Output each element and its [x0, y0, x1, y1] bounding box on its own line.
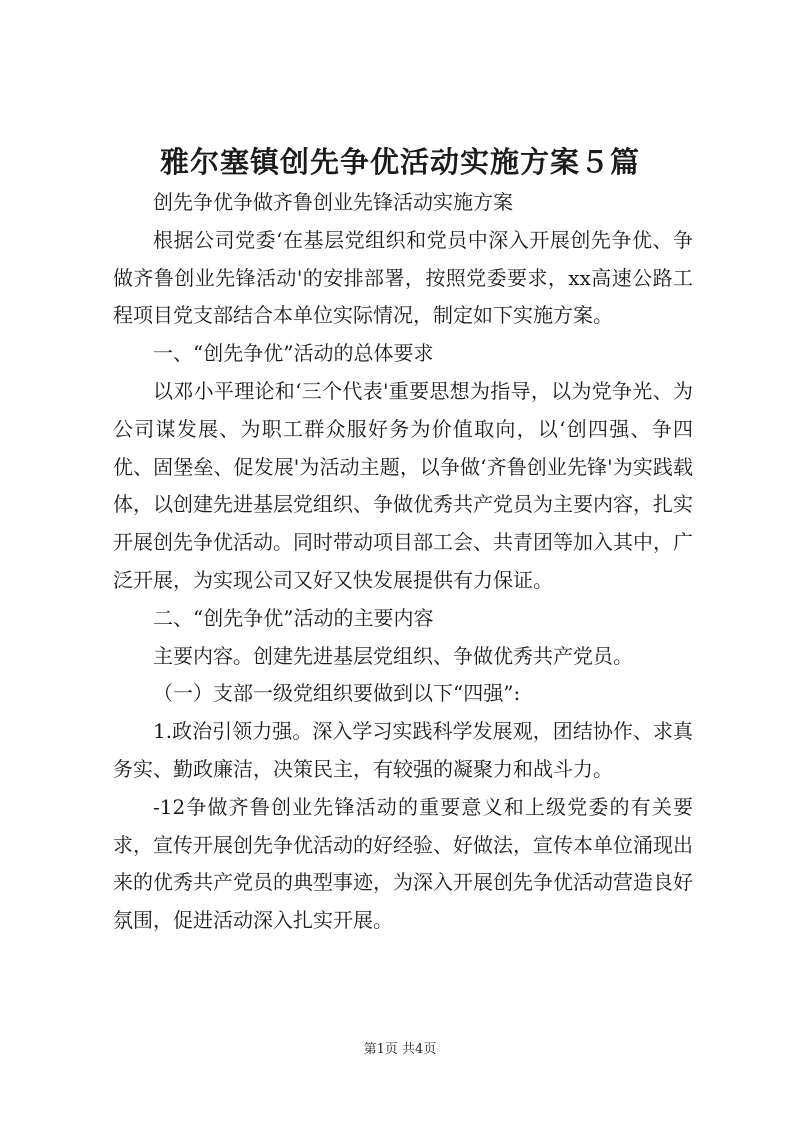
subsection-heading-1: （一）支部一级党组织要做到以下“四强”: — [153, 681, 521, 706]
page-number-footer: 第1页 共4页 — [363, 1042, 437, 1057]
paragraph-intro: 根据公司党委‘在基层党组织和党员中深入开展创先争优、争做齐鲁创业先锋活动'的安排部署，按照党委要求，xx高速公路工程项目党支部结合本单位实际情况，制定如下实施方案。 — [113, 227, 693, 328]
section-heading-1: 一、“创先争优”活动的总体要求 — [153, 341, 434, 366]
section-heading-2: 二、“创先争优”活动的主要内容 — [153, 605, 434, 630]
document-title: 雅尔塞镇创先争优活动实施方案５篇 — [159, 145, 640, 179]
paragraph-requirements: 以邓小平理论和‘三个代表'重要思想为指导，以为党争光、为公司谋发展、为职工群众服好务为价值取向，以‘创四强、争四优、固堡垒、促发展'为活动主题，以争做‘齐鲁创业先锋'为实践载体，以创建先进基层党组织、争做优秀共产党员为主要内容，扎实开展创先争优活动。同时带动项目部工会、共青团等加入其中，广泛开展，为实现公司又好又快发展提供有力保证。 — [113, 378, 693, 592]
paragraph-main-content: 主要内容。创建先进基层党组织、争做优秀共产党员。 — [153, 643, 633, 668]
paragraph-subtitle: 创先争优争做齐鲁创业先锋活动实施方案 — [153, 190, 513, 214]
paragraph-publicity: -12争做齐鲁创业先锋活动的重要意义和上级党委的有关要求，宣传开展创先争优活动的好经验、好做法，宣传本单位涌现出来的优秀共产党员的典型事迹，为深入开展创先争优活动营造良好氛围，促进活动深入扎实开展。 — [113, 794, 693, 933]
document-body — [113, 184, 693, 940]
list-item-1: 1.政治引领力强。深入学习实践科学发展观，团结协作、求真务实、勤政廉洁，决策民主，有较强的凝聚力和战斗力。 — [113, 719, 693, 781]
